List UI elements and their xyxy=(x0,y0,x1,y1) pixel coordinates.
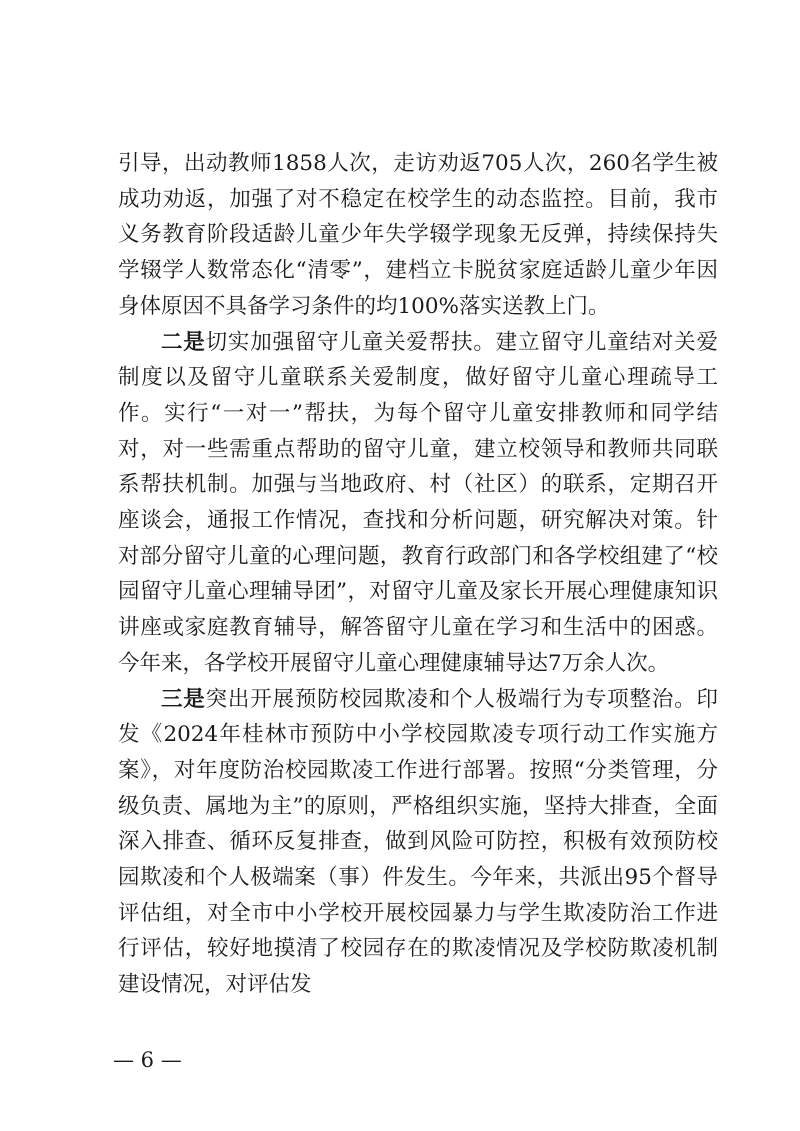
body-text xyxy=(118,146,718,1003)
paragraph-1-text: 引导，出动教师1858人次，走访劝返705人次，260名学生被成功劝返，加强了对不稳定在校学生的动态监控。目前，我市义务教育阶段适龄儿童少年失学辍学现象无反弹，持续保持失学辍学人数常态化“清零”，建档立卡脱贫家庭适龄儿童少年因身体原因不具备学习条件的均100%落实送教上门。 xyxy=(118,151,718,319)
paragraph-3 xyxy=(118,682,718,1003)
paragraph-1 xyxy=(118,146,718,325)
paragraph-2-lead: 二是 xyxy=(161,329,206,355)
paragraph-3-lead: 三是 xyxy=(161,686,206,712)
paragraph-2 xyxy=(118,325,718,682)
paragraph-3-text: 突出开展预防校园欺凌和个人极端行为专项整治。印发《2024年桂林市预防中小学校园欺凌专项行动工作实施方案》，对年度防治校园欺凌工作进行部署。按照“分类管理，分级负责、属地为主”的原则，严格组织实施，坚持大排查，全面深入排查、循环反复排查，做到风险可防控，积极有效预防校园欺凌和个人极端案（事）件发生。今年来，共派出95个督导评估组，对全市中小学校开展校园暴力与学生欺凌防治工作进行评估，较好地摸清了校园存在的欺凌情况及学校防欺凌机制建设情况，对评估发 xyxy=(118,686,718,998)
paragraph-2-text: 切实加强留守儿童关爱帮扶。建立留守儿童结对关爱制度以及留守儿童联系关爱制度，做好留守儿童心理疏导工作。实行“一对一”帮扶，为每个留守儿童安排教师和同学结对，对一些需重点帮助的留守儿童，建立校领导和教师共同联系帮扶机制。加强与当地政府、村（社区）的联系，定期召开座谈会，通报工作情况，查找和分析问题，研究解决对策。针对部分留守儿童的心理问题，教育行政部门和各学校组建了“校园留守儿童心理辅导团”，对留守儿童及家长开展心理健康知识讲座或家庭教育辅导，解答留守儿童在学习和生活中的困惑。今年来，各学校开展留守儿童心理健康辅导达7万余人次。 xyxy=(118,329,718,676)
page-number: — 6 — xyxy=(113,1048,182,1072)
